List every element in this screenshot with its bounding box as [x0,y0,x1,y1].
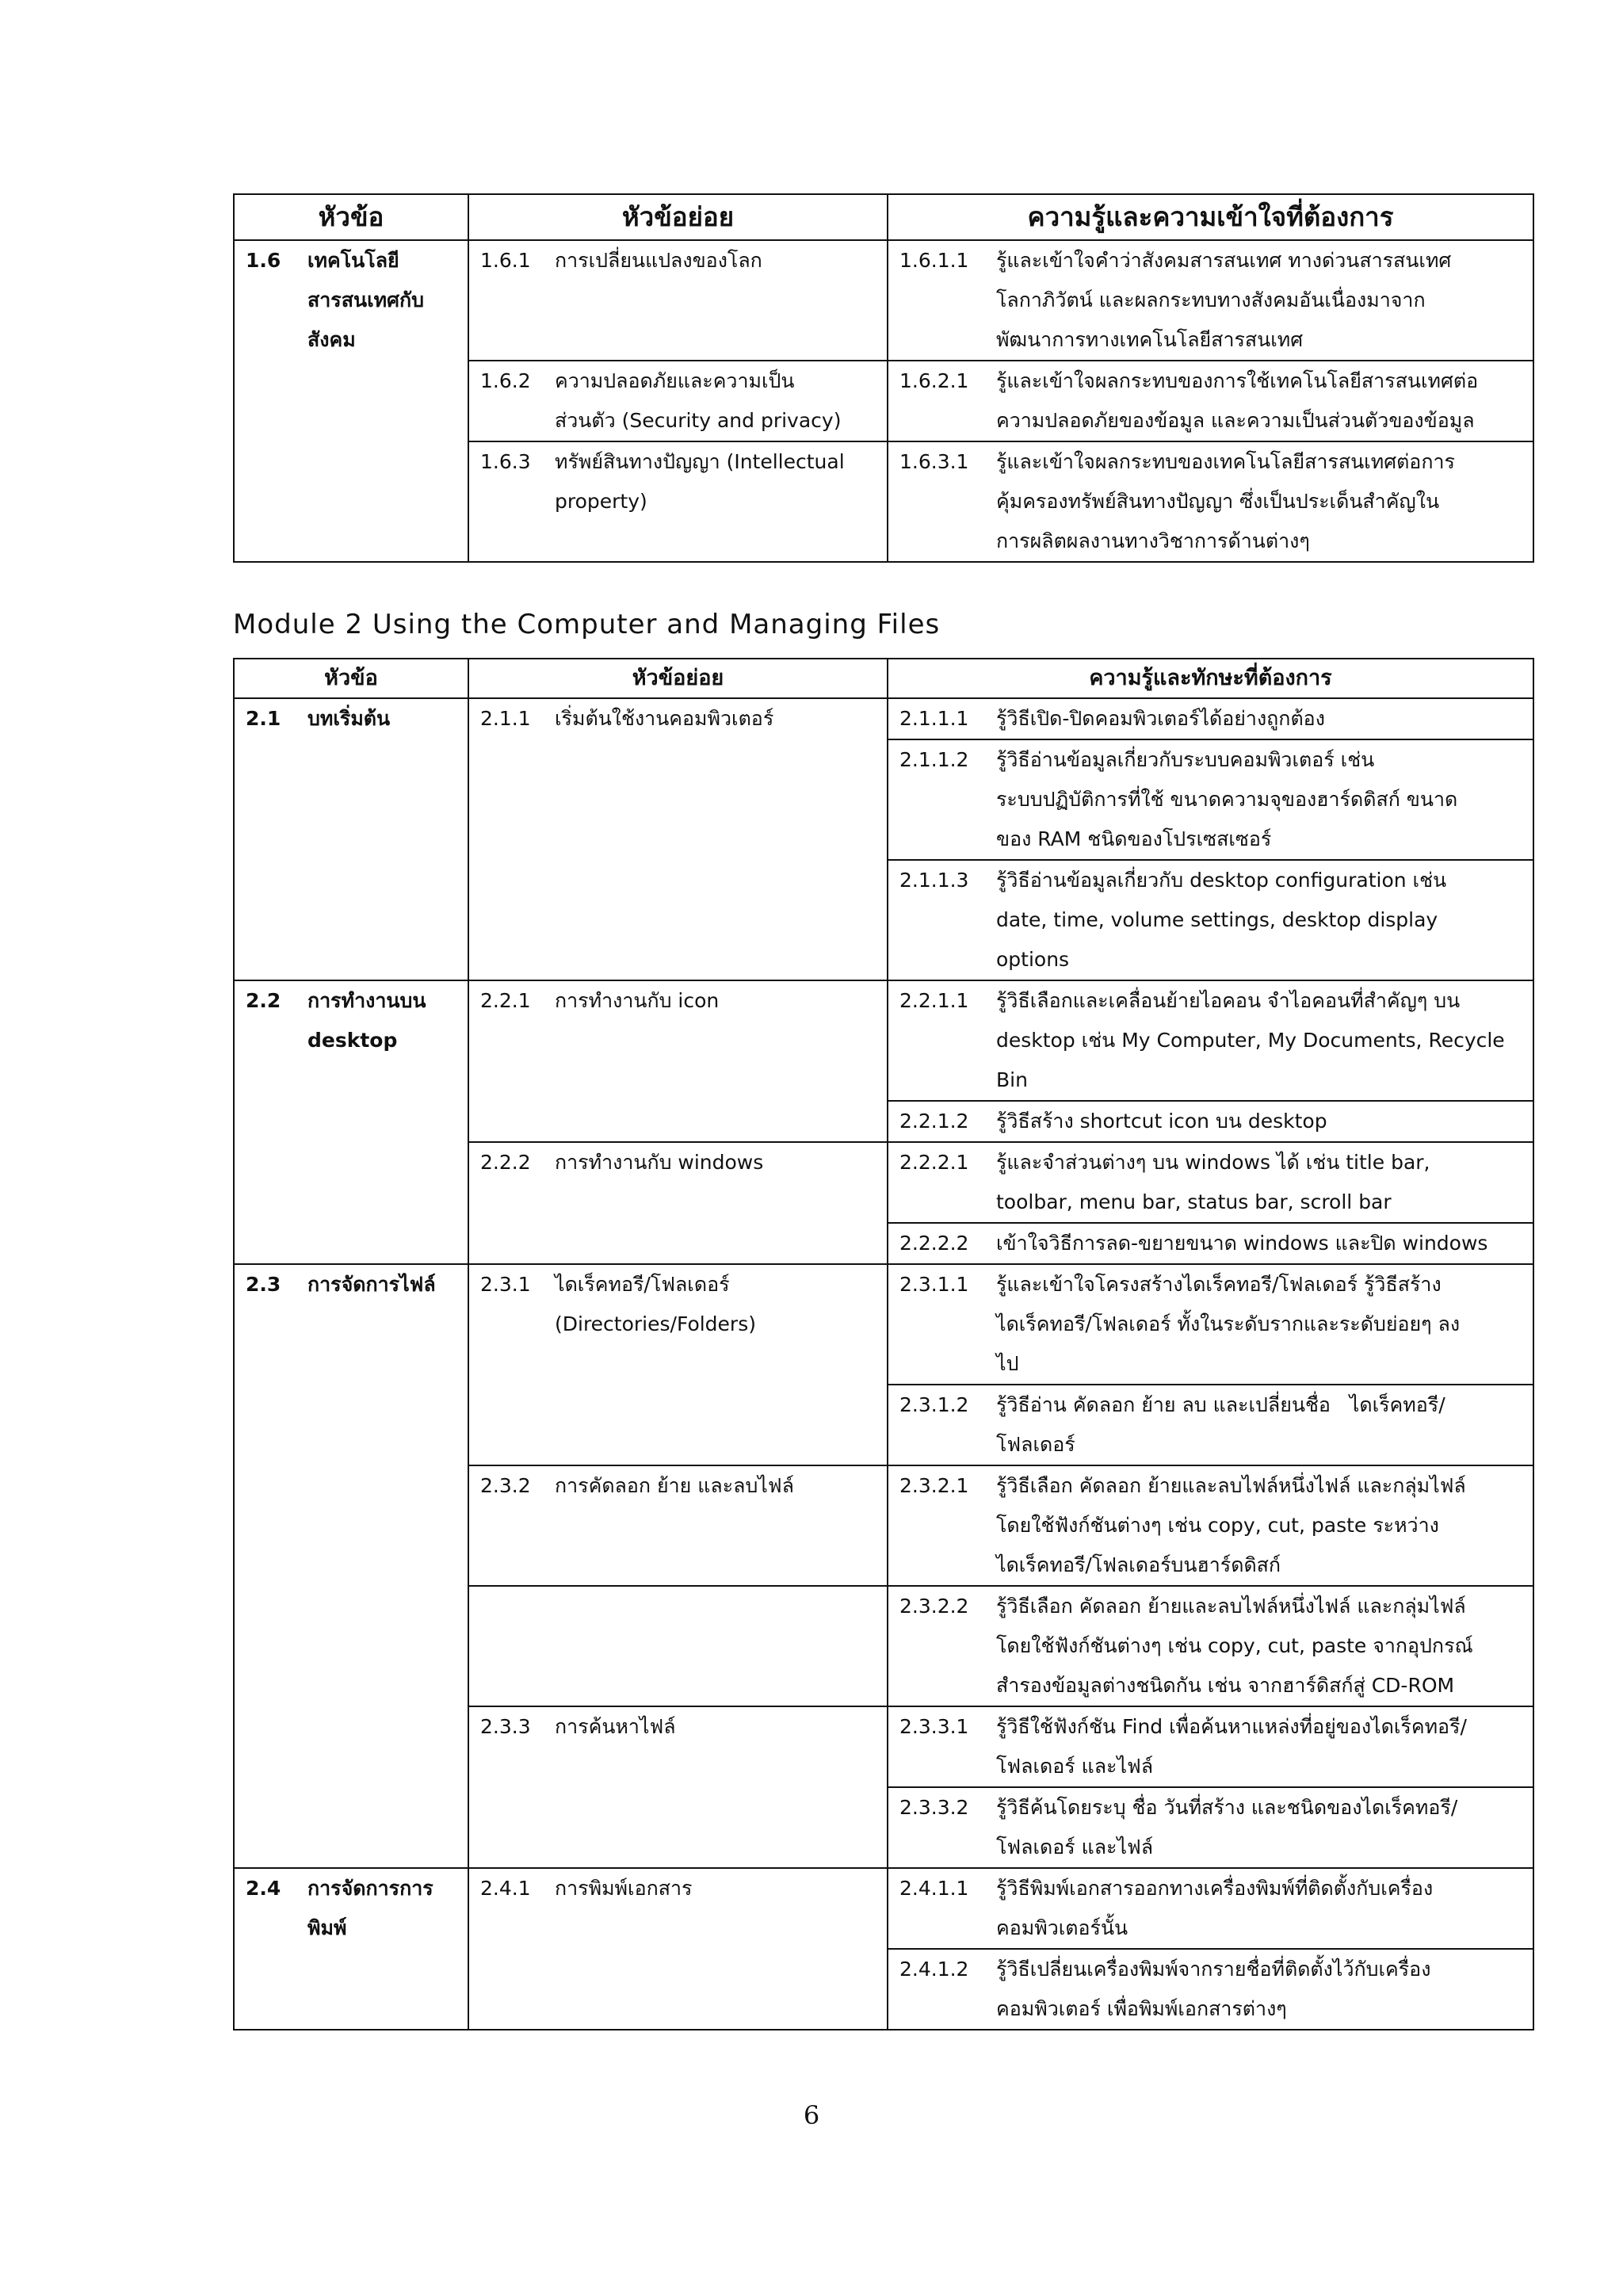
requirement-text: รู้และเข้าใจผลกระทบของเทคโนโลยีสารสนเทศต่อการ คุ้มครองทรัพย์สินทางปัญญา ซึ่งเป็นประเด็นสำคัญใน การผลิตผลงานทางวิชาการด้านต่างๆ [996,450,1455,552]
subtopic-number: 1.6.1 [480,249,531,272]
requirement-text: รู้วิธีเลือกและเคลื่อนย้ายไอคอน จำไอคอนที่สำคัญๆ บน desktop เช่น My Computer, My Documents, Recycle Bin [996,989,1505,1091]
requirement-number: 2.2.1.1 [899,989,969,1012]
subtopic-cell [468,1465,888,1586]
topic-text: การทำงานบน desktop [307,989,426,1052]
subtopic-text: ความปลอดภัยและความเป็น ส่วนตัว (Security and privacy) [555,369,842,432]
table-header-row [234,659,1533,698]
subtopic-text: ทรัพย์สินทางปัญญา (Intellectual property) [555,450,845,513]
subtopic-text: การทำงานกับ windows [555,1151,764,1174]
header-requirement: ความรู้และทักษะที่ต้องการ [888,659,1533,698]
subtopic-cell [468,1142,888,1264]
subtopic-text: การทำงานกับ icon [555,989,720,1012]
subtopic-cell [468,240,888,361]
module1-table [233,193,1534,563]
requirement-cell [888,1385,1533,1465]
subtopic-number: 2.4.1 [480,1877,531,1900]
requirement-text: รู้วิธีเลือก คัดลอก ย้ายและลบไฟล์หนึ่งไฟล์ และกลุ่มไฟล์ โดยใช้ฟังก์ชันต่างๆ เช่น copy, cut, paste จากอุปกรณ์ สำรองข้อมูลต่างชนิดกัน เช่น จากฮาร์ดิสก์สู่ CD-ROM [996,1595,1473,1697]
requirement-text: รู้และจำส่วนต่างๆ บน windows ได้ เช่น title bar, toolbar, menu bar, status bar, scroll bar [996,1151,1430,1213]
subtopic-text: ไดเร็คทอรี/โฟลเดอร์ (Directories/Folders) [555,1273,756,1335]
requirement-text: รู้วิธีค้นโดยระบุ ชื่อ วันที่สร้าง และชนิดของไดเร็คทอรี/ โฟลเดอร์ และไฟล์ [996,1796,1458,1859]
table-row [234,698,1533,739]
requirement-cell [888,739,1533,860]
requirement-cell [888,1223,1533,1264]
requirement-number: 2.3.2.1 [899,1474,969,1497]
requirement-cell [888,1787,1533,1868]
topic-text: เทคโนโลยี สารสนเทศกับ สังคม [307,249,424,351]
requirement-number: 2.1.1.2 [899,748,969,771]
requirement-number: 2.2.1.2 [899,1110,969,1133]
requirement-cell [888,860,1533,980]
subtopic-cell [468,698,888,980]
page-number: 6 [803,2100,820,2130]
subtopic-text: การเปลี่ยนแปลงของโลก [555,249,762,272]
topic-text: บทเริ่มต้น [307,707,391,730]
topic-number: 2.1 [246,707,281,730]
topic-text: การจัดการไฟล์ [307,1273,436,1296]
topic-text: การจัดการการ พิมพ์ [307,1877,433,1939]
subtopic-cell [468,1706,888,1868]
requirement-cell [888,441,1533,562]
subtopic-cell [468,1586,888,1706]
requirement-cell [888,1706,1533,1787]
topic-cell [234,980,468,1264]
requirement-text: รู้และเข้าใจคำว่าสังคมสารสนเทศ ทางด่วนสารสนเทศ โลกาภิวัตน์ และผลกระทบทางสังคมอันเนื่องมาจาก พัฒนาการทางเทคโนโลยีสารสนเทศ [996,249,1452,351]
requirement-number: 2.3.1.2 [899,1393,969,1416]
subtopic-cell [468,441,888,562]
module2-table [233,658,1534,2030]
requirement-cell [888,1868,1533,1949]
requirement-number: 2.3.1.1 [899,1273,969,1296]
requirement-text: รู้วิธีอ่าน คัดลอก ย้าย ลบ และเปลี่ยนชื่อ ไดเร็คทอรี/ โฟลเดอร์ [996,1393,1445,1456]
requirement-number: 2.2.2.1 [899,1151,969,1174]
requirement-number: 2.2.2.2 [899,1232,969,1255]
table-row [234,980,1533,1101]
requirement-cell [888,980,1533,1101]
subtopic-number: 2.2.1 [480,989,531,1012]
header-topic: หัวข้อ [234,194,468,240]
subtopic-number: 2.2.2 [480,1151,531,1174]
requirement-number: 2.4.1.2 [899,1958,969,1981]
topic-number: 2.2 [246,989,281,1012]
requirement-cell [888,1586,1533,1706]
requirement-text: เข้าใจวิธีการลด-ขยายขนาด windows และปิด windows [996,1232,1488,1255]
requirement-text: รู้วิธีอ่านข้อมูลเกี่ยวกับระบบคอมพิวเตอร์ เช่น ระบบปฏิบัติการที่ใช้ ขนาดความจุของฮาร์ดดิสก์ ขนาด ของ RAM ชนิดของโปรเซสเซอร์ [996,748,1458,850]
subtopic-text: การพิมพ์เอกสาร [555,1877,693,1900]
topic-cell [234,1868,468,2030]
requirement-text: รู้วิธีพิมพ์เอกสารออกทางเครื่องพิมพ์ที่ติดตั้งกับเครื่อง คอมพิวเตอร์นั้น [996,1877,1434,1939]
requirement-text: รู้วิธีอ่านข้อมูลเกี่ยวกับ desktop configuration เช่น date, time, volume settings, desktop display options [996,869,1447,971]
requirement-text: รู้และเข้าใจโครงสร้างไดเร็คทอรี/โฟลเดอร์ รู้วิธีสร้าง ไดเร็คทอรี/โฟลเดอร์ ทั้งในระดับรากและระดับย่อยๆ ลง ไป [996,1273,1461,1375]
requirement-cell [888,1465,1533,1586]
requirement-cell [888,698,1533,739]
subtopic-number: 2.3.2 [480,1474,531,1497]
requirement-number: 2.3.3.2 [899,1796,969,1819]
requirement-number: 2.3.2.2 [899,1595,969,1618]
table-row [234,1264,1533,1385]
topic-number: 2.3 [246,1273,281,1296]
subtopic-text: การค้นหาไฟล์ [555,1715,676,1738]
requirement-number: 2.1.1.3 [899,869,969,892]
subtopic-cell [468,980,888,1142]
topic-number: 1.6 [246,249,281,272]
topic-cell [234,698,468,980]
subtopic-text: การคัดลอก ย้าย และลบไฟล์ [555,1474,794,1497]
requirement-number: 1.6.2.1 [899,369,969,392]
subtopic-text: เริ่มต้นใช้งานคอมพิวเตอร์ [555,707,774,730]
table-row [234,240,1533,361]
header-subtopic: หัวข้อย่อย [468,659,888,698]
requirement-number: 2.4.1.1 [899,1877,969,1900]
subtopic-cell [468,1868,888,2030]
requirement-cell [888,1142,1533,1223]
subtopic-number: 2.3.3 [480,1715,531,1738]
requirement-text: รู้วิธีใช้ฟังก์ชัน Find เพื่อค้นหาแหล่งที่อยู่ของไดเร็คทอรี/ โฟลเดอร์ และไฟล์ [996,1715,1467,1778]
requirement-number: 2.1.1.1 [899,707,969,730]
subtopic-cell [468,361,888,441]
subtopic-number: 2.3.1 [480,1273,531,1296]
module-heading: Module 2 Using the Computer and Managing Files [233,609,941,640]
requirement-text: รู้และเข้าใจผลกระทบของการใช้เทคโนโลยีสารสนเทศต่อ ความปลอดภัยของข้อมูล และความเป็นส่วนตัวของข้อมูล [996,369,1479,432]
requirement-cell [888,240,1533,361]
subtopic-number: 2.1.1 [480,707,531,730]
requirement-text: รู้วิธีสร้าง shortcut icon บน desktop [996,1110,1327,1133]
header-topic: หัวข้อ [234,659,468,698]
requirement-cell [888,1264,1533,1385]
table-row [234,1868,1533,1949]
requirement-number: 1.6.1.1 [899,249,969,272]
requirement-cell [888,1101,1533,1142]
subtopic-number: 1.6.2 [480,369,531,392]
requirement-number: 2.3.3.1 [899,1715,969,1738]
module2-table-body [234,698,1533,2030]
requirement-text: รู้วิธีเปิด-ปิดคอมพิวเตอร์ได้อย่างถูกต้อง [996,707,1325,730]
topic-cell [234,1264,468,1868]
requirement-text: รู้วิธีเลือก คัดลอก ย้ายและลบไฟล์หนึ่งไฟล์ และกลุ่มไฟล์ โดยใช้ฟังก์ชันต่างๆ เช่น copy, cut, paste ระหว่าง ไดเร็คทอรี/โฟลเดอร์บนฮาร์ดดิสก์ [996,1474,1466,1576]
requirement-text: รู้วิธีเปลี่ยนเครื่องพิมพ์จากรายชื่อที่ติดตั้งไว้กับเครื่อง คอมพิวเตอร์ เพื่อพิมพ์เอกสารต่างๆ [996,1958,1431,2020]
header-subtopic: หัวข้อย่อย [468,194,888,240]
subtopic-number: 1.6.3 [480,450,531,473]
requirement-cell [888,361,1533,441]
subtopic-cell [468,1264,888,1465]
requirement-cell [888,1949,1533,2030]
topic-cell [234,240,468,562]
table-header-row [234,194,1533,240]
header-requirement: ความรู้และความเข้าใจที่ต้องการ [888,194,1533,240]
topic-number: 2.4 [246,1877,281,1900]
requirement-number: 1.6.3.1 [899,450,969,473]
